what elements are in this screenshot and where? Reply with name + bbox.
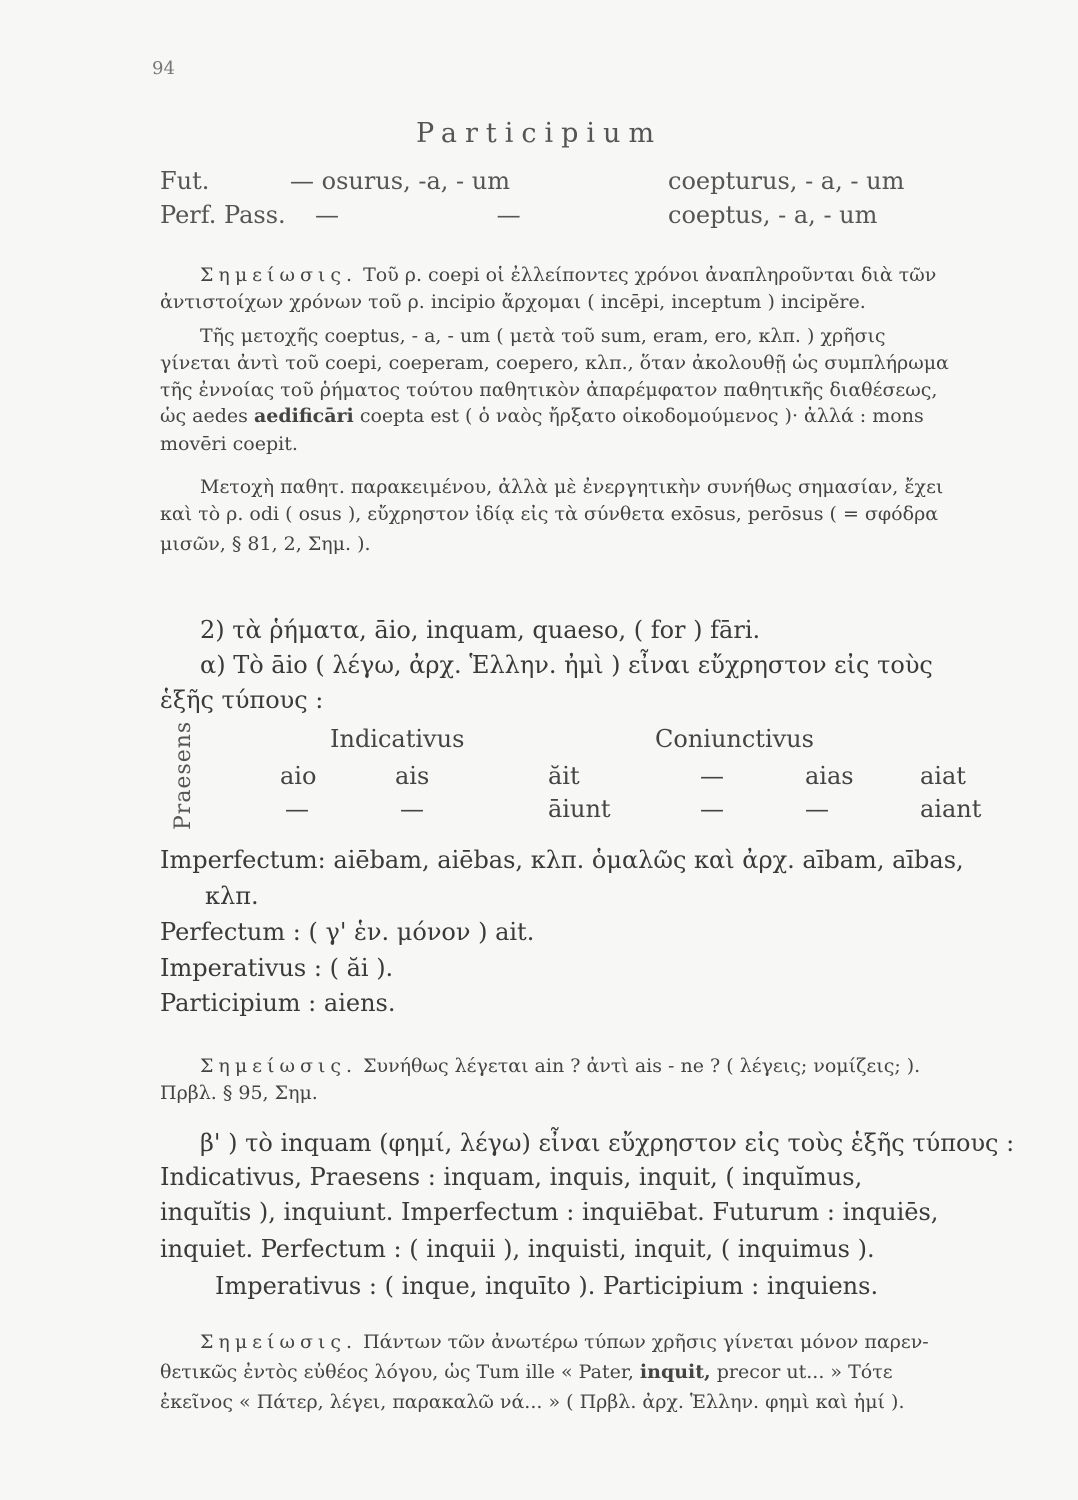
- table-cell: —: [700, 795, 724, 823]
- note-text: Τοῦ ρ. coepi οἱ ἐλλείποντες χρόνοι ἀναπληροῦνται διὰ τῶν: [363, 264, 937, 286]
- note-text: ἀντιστοίχων χρόνων τοῦ ρ. incipio ἄρχομαι ( incēpi, inceptum ) incipĕre.: [160, 291, 866, 313]
- note-text: Πρβλ. § 95, Σημ.: [160, 1082, 318, 1104]
- page-number: 94: [152, 58, 175, 79]
- note-text: ὡς aedes: [160, 405, 248, 427]
- row-label: Fut.: [160, 167, 210, 195]
- note-text: Πάντων τῶν ἀνωτέρω τύπων χρῆσις γίνεται μόνον παρεν-: [363, 1331, 929, 1353]
- table-cell: —: [400, 795, 424, 823]
- para-text: Imperativus : ( ăi ).: [160, 954, 394, 982]
- para-text: α) Τὸ āio ( λέγω, ἀρχ. Ἑλλην. ἠμὶ ) εἶναι εὔχρηστον εἰς τοὺς: [200, 651, 933, 679]
- para-text: Imperfectum: aiēbam, aiēbas, κλπ. ὁμαλῶς καὶ ἀρχ. aībam, aības,: [160, 846, 964, 874]
- para-text: inquiet. Perfectum : ( inquii ), inquisti, inquit, ( inquimus ).: [160, 1235, 875, 1263]
- section-heading: 2) τὰ ῥήματα, āio, inquam, quaeso, ( for ) fāri.: [200, 616, 761, 644]
- side-label: Praesens: [171, 720, 196, 830]
- para-text: κλπ.: [205, 882, 259, 910]
- note-text: καὶ τὸ ρ. odi ( osus ), εὔχρηστον ἰδίᾳ εἰς τὰ σύνθετα exōsus, perōsus ( = σφόδρα: [160, 503, 939, 525]
- table-cell: aiant: [920, 795, 982, 823]
- para-text: Participium : aiens.: [160, 989, 396, 1017]
- note-text: Μετοχὴ παθητ. παρακειμένου, ἀλλὰ μὲ ἐνεργητικὴν συνήθως σημασίαν, ἔχει: [200, 476, 944, 498]
- table-cell: —: [700, 762, 724, 790]
- note-text: precor ut... » Τότε: [716, 1361, 893, 1383]
- para-text: Indicativus, Praesens : inquam, inquis, inquit, ( inquĭmus,: [160, 1163, 863, 1191]
- row-value: — osurus, -a, - um: [290, 167, 510, 195]
- para-text: Imperativus : ( inque, inquīto ). Participium : inquiens.: [215, 1272, 879, 1300]
- table-cell: ăit: [548, 762, 580, 790]
- table-cell: aias: [805, 762, 854, 790]
- note-text: θετικῶς ἐντὸς εὐθέος λόγου, ὡς Tum ille « Pater,: [160, 1361, 634, 1383]
- table-cell: —: [285, 795, 309, 823]
- table-header: Coniunctivus: [655, 725, 814, 753]
- note-text: ἐκεῖνος « Πάτερ, λέγει, παρακαλῶ νά... » ( Πρβλ. ἀρχ. Ἑλλην. φημὶ καὶ ἠμί ).: [160, 1391, 905, 1413]
- table-cell: aio: [280, 762, 317, 790]
- row-value: coepturus, - a, - um: [668, 167, 905, 195]
- note-label: Σημείωσις.: [200, 1331, 358, 1353]
- para-text: inquĭtis ), inquiunt. Imperfectum : inquiēbat. Futurum : inquiēs,: [160, 1198, 939, 1226]
- row-value: coeptus, - a, - um: [668, 201, 878, 229]
- table-cell: ais: [395, 762, 430, 790]
- note-text: τῆς ἐννοίας τοῦ ῥήματος τούτου παθητικὸν ἀπαρέμφατον παθητικῆς διαθέσεως,: [160, 379, 938, 401]
- table-header: Indicativus: [330, 725, 465, 753]
- table-cell: —: [805, 795, 829, 823]
- note-text-bold: inquit,: [639, 1361, 711, 1383]
- note-text: Τῆς μετοχῆς coeptus, - a, - um ( μετὰ τοῦ sum, eram, ero, κλπ. ) χρῆσις: [200, 325, 886, 347]
- para-text: β' ) τὸ inquam (φημί, λέγω) εἶναι εὔχρηστον εἰς τοὺς ἑξῆς τύπους :: [200, 1129, 1015, 1157]
- table-cell: aiat: [920, 762, 966, 790]
- row-value: — —: [315, 201, 521, 229]
- table-cell: āiunt: [548, 795, 611, 823]
- note-text: μισῶν, § 81, 2, Σημ. ).: [160, 533, 371, 555]
- note-text: movēri coepit.: [160, 433, 298, 455]
- note-label: Σημείωσις.: [200, 1055, 358, 1077]
- note-text-bold: aedificāri: [253, 405, 354, 427]
- note-text: γίνεται ἀντὶ τοῦ coepi, coeperam, coepero, κλπ., ὅταν ἀκολουθῇ ὡς συμπλήρωμα: [160, 352, 949, 374]
- note-text: Συνήθως λέγεται ain ? ἀντὶ ais - ne ? ( λέγεις; νομίζεις; ).: [363, 1055, 921, 1077]
- note-text: coepta est ( ὁ ναὸς ἤρξατο οἰκοδομούμενος )· ἀλλά : mons: [359, 405, 924, 427]
- para-text: ἑξῆς τύπους :: [160, 686, 324, 714]
- section-title: Participium: [415, 118, 663, 149]
- note-label: Σημείωσις.: [200, 264, 358, 286]
- para-text: Perfectum : ( γ' ἑν. μόνον ) ait.: [160, 918, 535, 946]
- row-label: Perf. Pass.: [160, 201, 286, 229]
